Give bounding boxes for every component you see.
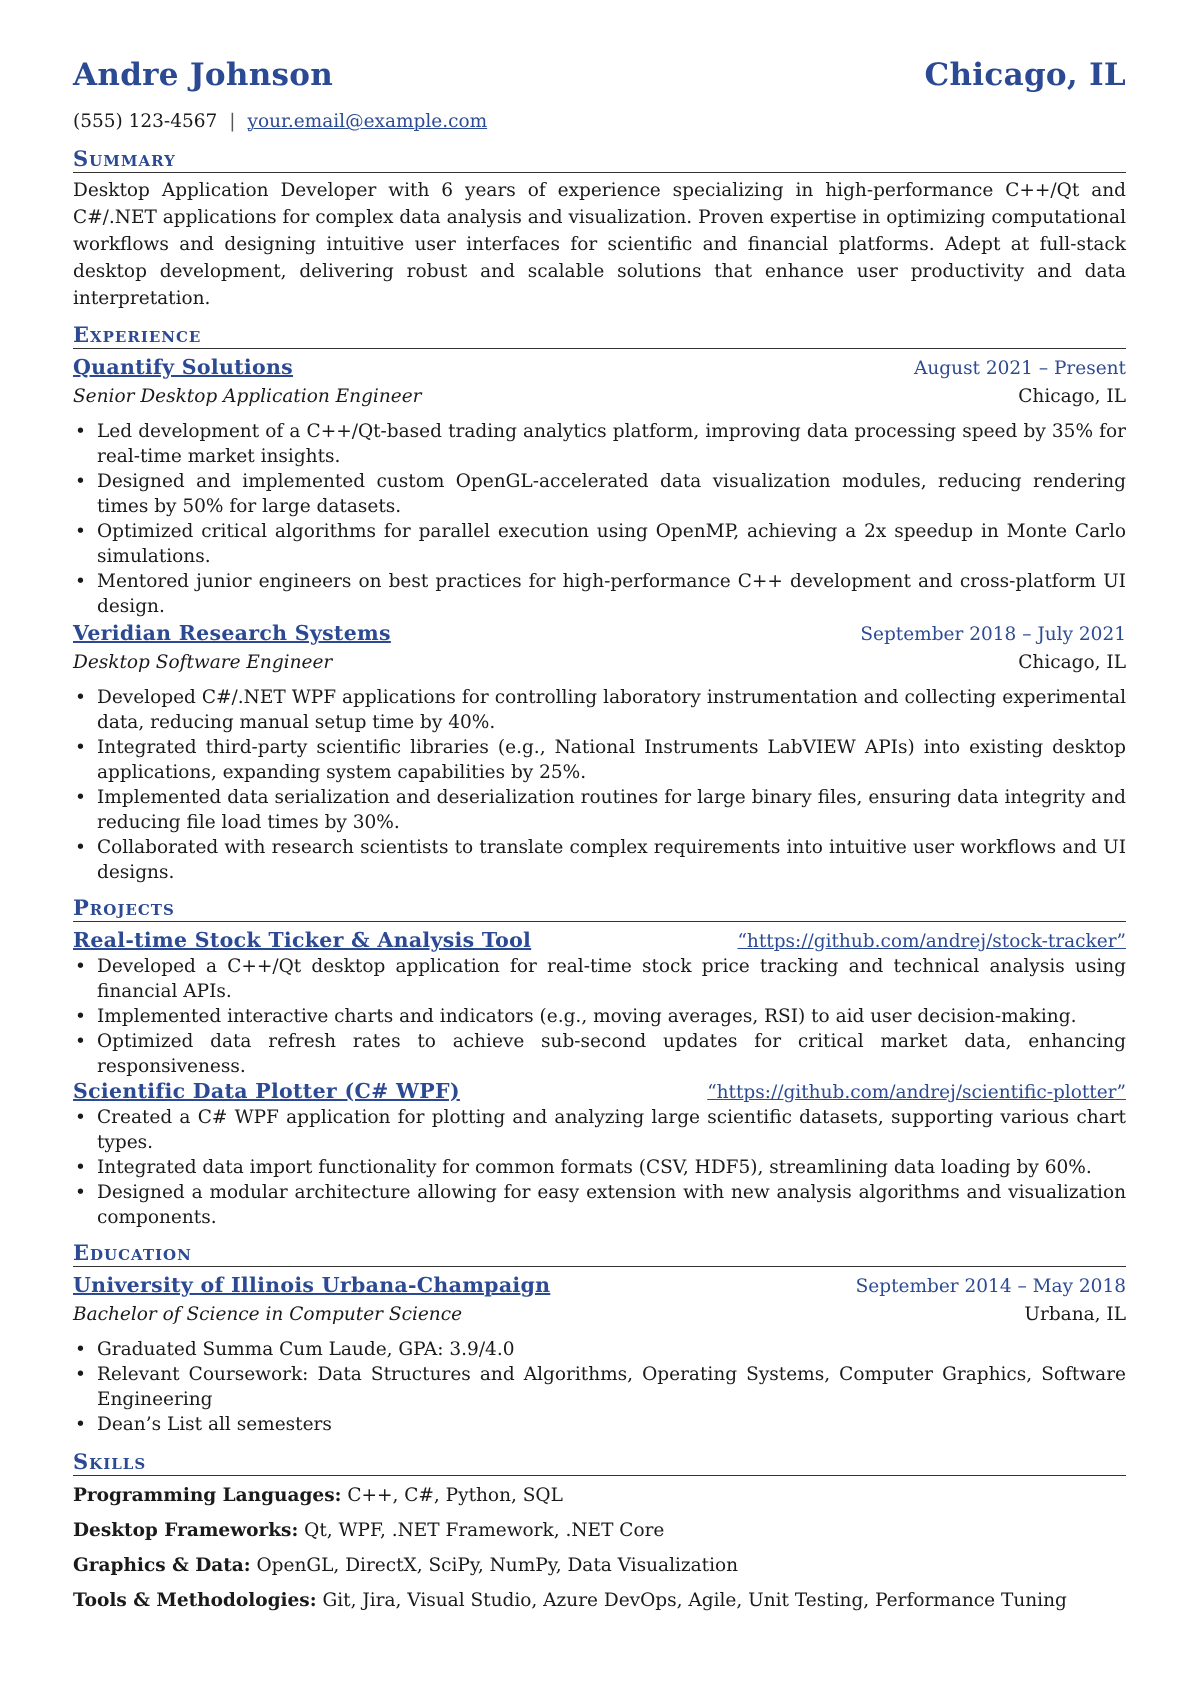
list-item: • Created a C# WPF application for plotting and analyzing large scientific datasets, supporting various chart types. xyxy=(73,1105,1126,1155)
skill-values: C++, C#, Python, SQL xyxy=(347,1485,563,1506)
section-title-experience: Experience xyxy=(73,322,1126,349)
project-entry xyxy=(73,928,1126,1079)
job-title: Senior Desktop Application Engineer xyxy=(73,386,422,407)
skill-category: Tools & Methodologies: xyxy=(73,1590,317,1611)
email-link[interactable]: your.email@example.com xyxy=(247,111,488,132)
job-location: Chicago, IL xyxy=(1018,386,1126,407)
skill-row xyxy=(73,1513,1126,1548)
skill-row xyxy=(73,1583,1126,1618)
employment-dates: September 2018 – July 2021 xyxy=(860,624,1126,645)
resume-page xyxy=(73,57,1126,1618)
experience-entry xyxy=(73,353,1126,619)
experience-entry xyxy=(73,619,1126,885)
job-title: Desktop Software Engineer xyxy=(73,652,333,673)
list-item: • Led development of a C++/Qt-based trading analytics platform, improving data processing speed by 35% for real-time market insights. xyxy=(73,419,1126,469)
candidate-name: Andre Johnson xyxy=(73,57,334,93)
phone-number: (555) 123-4567 xyxy=(73,111,218,132)
company-link[interactable]: Quantify Solutions xyxy=(73,355,294,379)
project-title[interactable]: Scientific Data Plotter (C# WPF) xyxy=(73,1079,460,1103)
list-item: • Developed a C++/Qt desktop application for real-time stock price tracking and technical analysis using financial APIs. xyxy=(73,954,1126,1004)
list-item: • Optimized critical algorithms for parallel execution using OpenMP, achieving a 2x speedup in Monte Carlo simulations. xyxy=(73,519,1126,569)
list-item: • Collaborated with research scientists to translate complex requirements into intuitive user workflows and UI designs. xyxy=(73,835,1126,885)
degree: Bachelor of Science in Computer Science xyxy=(73,1304,463,1325)
contact-line xyxy=(73,108,1126,138)
section-title-education: Education xyxy=(73,1240,1126,1267)
section-title-skills: Skills xyxy=(73,1449,1126,1476)
employment-dates: August 2021 – Present xyxy=(914,358,1126,379)
project-entry xyxy=(73,1079,1126,1230)
section-title-summary: Summary xyxy=(73,146,1126,173)
skill-values: OpenGL, DirectX, SciPy, NumPy, Data Visualization xyxy=(256,1555,739,1576)
education-dates: September 2014 – May 2018 xyxy=(855,1276,1126,1297)
skill-row xyxy=(73,1478,1126,1513)
list-item: • Designed and implemented custom OpenGL-accelerated data visualization modules, reducing rendering times by 50% for large datasets. xyxy=(73,469,1126,519)
list-item: • Implemented interactive charts and indicators (e.g., moving averages, RSI) to aid user decision-making. xyxy=(73,1004,1126,1029)
school-location: Urbana, IL xyxy=(1024,1304,1126,1325)
list-item: • Designed a modular architecture allowing for easy extension with new analysis algorithms and visualization components. xyxy=(73,1180,1126,1230)
header xyxy=(73,57,1126,106)
list-item: • Developed C#/.NET WPF applications for controlling laboratory instrumentation and collecting experimental data, reducing manual setup time by 40%. xyxy=(73,685,1126,735)
header-location: Chicago, IL xyxy=(924,57,1126,93)
list-item: • Relevant Coursework: Data Structures and Algorithms, Operating Systems, Computer Graphics, Software Engineering xyxy=(73,1362,1126,1412)
job-location: Chicago, IL xyxy=(1018,652,1126,673)
list-item: • Graduated Summa Cum Laude, GPA: 3.9/4.0 xyxy=(73,1337,1126,1362)
list-item: • Integrated third-party scientific libraries (e.g., National Instruments LabVIEW APIs) into existing desktop applications, expanding system capabilities by 25%. xyxy=(73,735,1126,785)
list-item: • Mentored junior engineers on best practices for high-performance C++ development and cross-platform UI design. xyxy=(73,569,1126,619)
company-link[interactable]: Veridian Research Systems xyxy=(73,621,391,645)
skill-category: Programming Languages: xyxy=(73,1485,342,1506)
section-title-projects: Projects xyxy=(73,895,1126,922)
list-item: • Integrated data import functionality for common formats (CSV, HDF5), streamlining data loading by 60%. xyxy=(73,1155,1126,1180)
skill-values: Git, Jira, Visual Studio, Azure DevOps, Agile, Unit Testing, Performance Tuning xyxy=(322,1590,1067,1611)
school-link[interactable]: University of Illinois Urbana-Champaign xyxy=(73,1273,551,1297)
education-entry xyxy=(73,1271,1126,1437)
list-item: • Implemented data serialization and deserialization routines for large binary files, ensuring data integrity and reducing file load times by 30%. xyxy=(73,785,1126,835)
list-item: • Optimized data refresh rates to achieve sub-second updates for critical market data, enhancing responsiveness. xyxy=(73,1029,1126,1079)
list-item: • Dean’s List all semesters xyxy=(73,1412,1126,1437)
skill-category: Desktop Frameworks: xyxy=(73,1520,299,1541)
project-title[interactable]: Real-time Stock Ticker & Analysis Tool xyxy=(73,928,532,952)
skill-row xyxy=(73,1548,1126,1583)
project-link[interactable]: “https://github.com/andrej/scientific-plotter” xyxy=(707,1082,1126,1103)
contact-separator: | xyxy=(229,111,236,132)
skill-category: Graphics & Data: xyxy=(73,1555,251,1576)
skills-list xyxy=(73,1478,1126,1618)
skill-values: Qt, WPF, .NET Framework, .NET Core xyxy=(304,1520,665,1541)
summary-text: Desktop Application Developer with 6 years of experience specializing in high-performance C++/Qt and C#/.NET applications for complex data analysis and visualization. Proven expertise in optimizing computational workflows and designing intuitive user interfaces for scientific and financial platforms. Adept at full-stack desktop development, delivering robust and scalable solutions that enhance user productivity and data interpretation. xyxy=(73,180,1126,309)
project-link[interactable]: “https://github.com/andrej/stock-tracker” xyxy=(737,931,1126,952)
